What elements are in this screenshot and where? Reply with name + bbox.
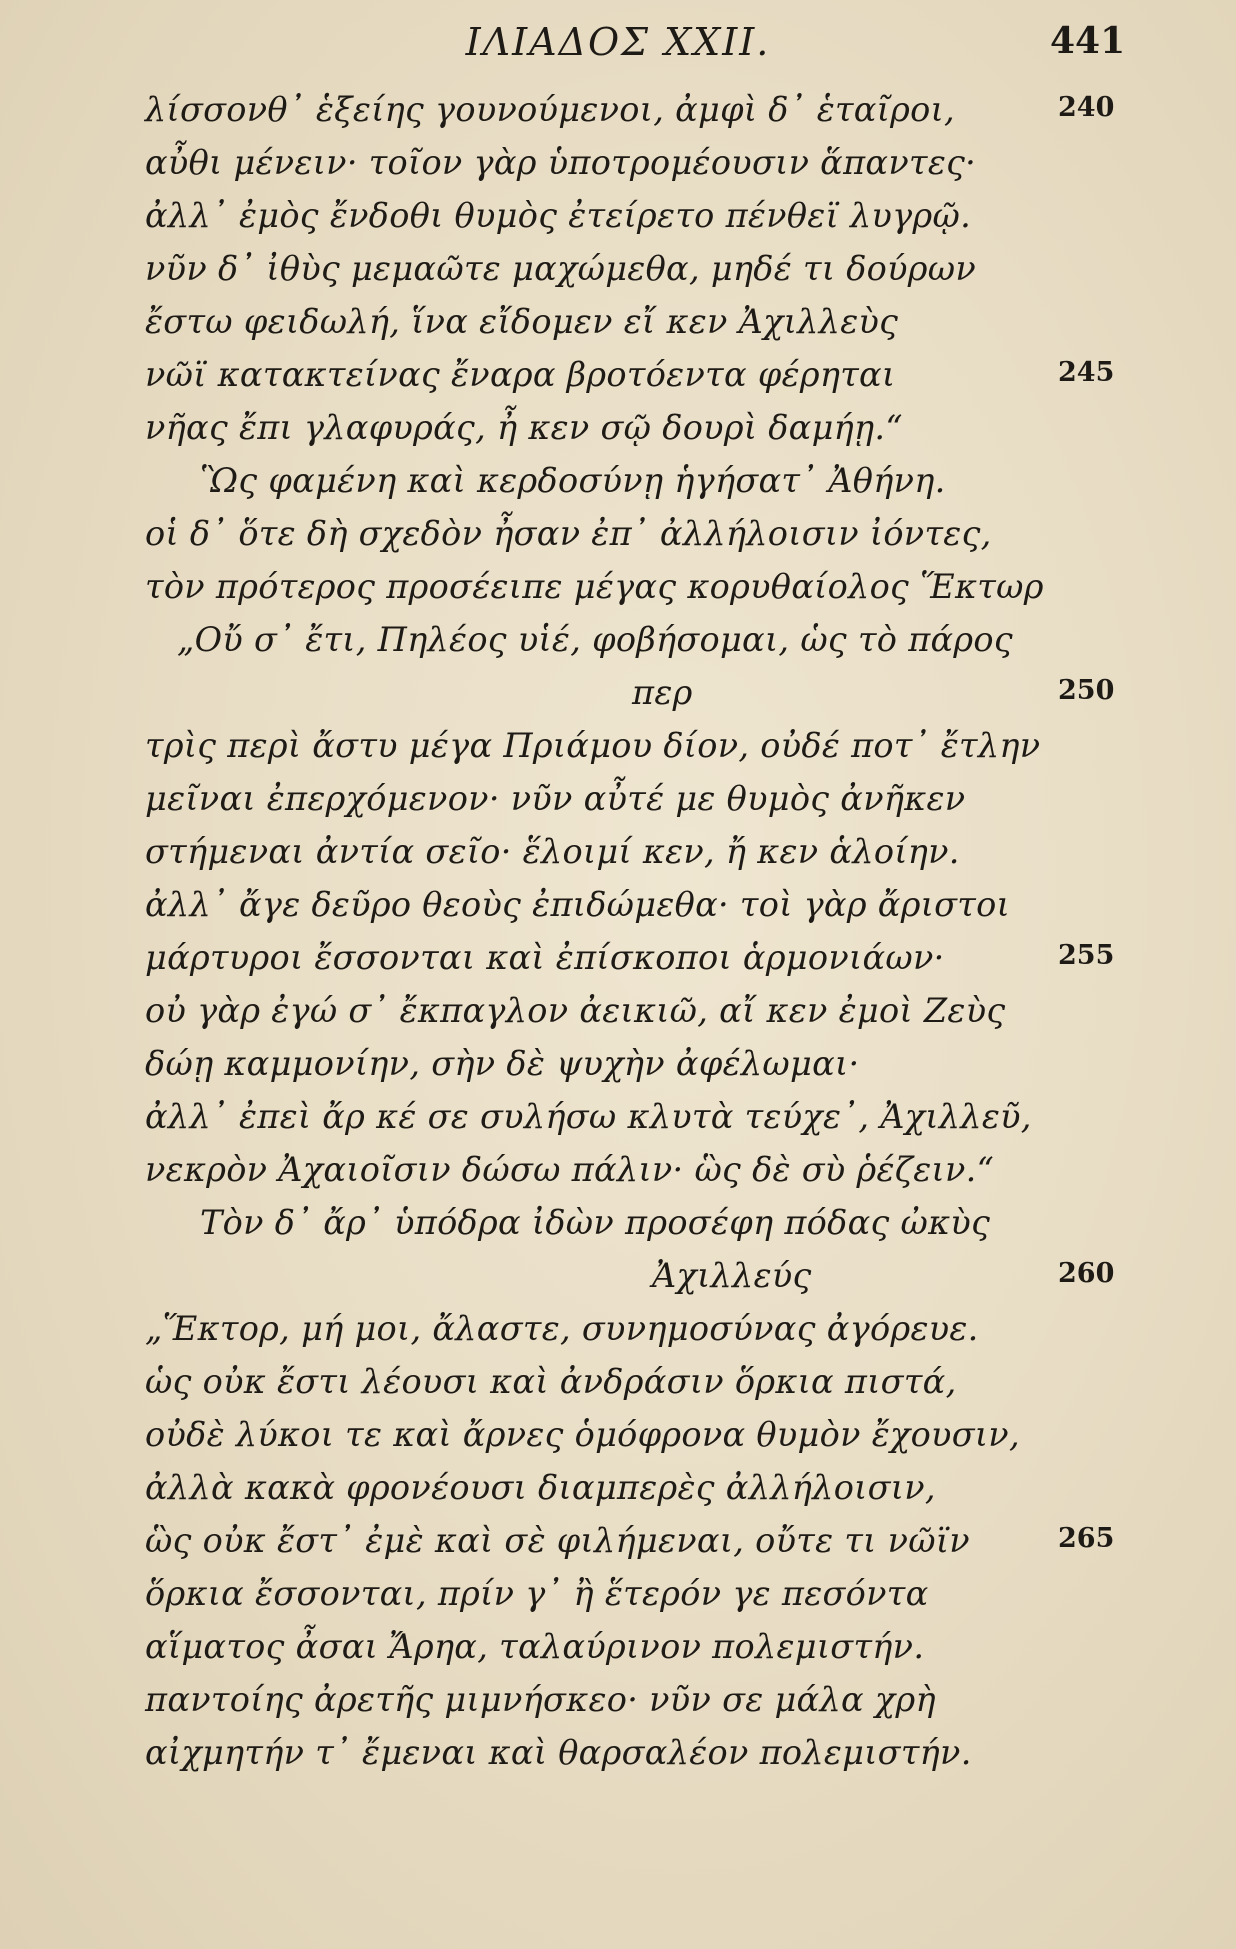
verse-line xyxy=(0,1409,1236,1465)
verse-line xyxy=(0,455,1236,511)
verse-text: νῆας ἔπι γλαφυράς, ἦ κεν σῷ δουρὶ δαμήῃ.“ xyxy=(145,408,903,447)
line-number: 240 xyxy=(1058,92,1115,123)
verse-text: ὡς οὐκ ἔστι λέουσι καὶ ἀνδράσιν ὅρκια πιστά, xyxy=(145,1362,957,1401)
verse-text: παντοίης ἀρετῆς μιμνήσκεο· νῦν σε μάλα χρὴ xyxy=(145,1680,936,1719)
verse-line xyxy=(0,296,1236,352)
verse-text: „Οὔ σ᾽ ἔτι, Πηλέος υἱέ, φοβήσομαι, ὡς τὸ πάρος xyxy=(177,620,1013,659)
verse-line xyxy=(0,1462,1236,1518)
verse-line xyxy=(0,1568,1236,1624)
verse-line xyxy=(0,826,1236,882)
verse-line xyxy=(0,773,1236,829)
verse-line xyxy=(0,1250,1236,1306)
verse-line xyxy=(0,1038,1236,1094)
verse-text: αἵματος ἆσαι Ἄρηα, ταλαύρινον πολεμιστήν. xyxy=(145,1627,925,1666)
verse-text: νῶϊ κατακτείνας ἔναρα βροτόεντα φέρηται xyxy=(145,355,896,394)
verse-text: νεκρὸν Ἀχαιοῖσιν δώσω πάλιν· ὣς δὲ σὺ ῥέζειν.“ xyxy=(145,1150,995,1189)
verse-text: μάρτυροι ἔσσονται καὶ ἐπίσκοποι ἁρμονιάων· xyxy=(145,938,945,977)
verse-line xyxy=(0,190,1236,246)
verse-line xyxy=(0,1197,1236,1253)
verse-text: ἀλλ᾽ ἄγε δεῦρο θεοὺς ἐπιδώμεθα· τοὶ γὰρ ἄριστοι xyxy=(145,885,1011,924)
verse-text: τὸν πρότερος προσέειπε μέγας κορυθαίολος Ἕκτωρ xyxy=(145,567,1044,606)
line-number: 260 xyxy=(1058,1258,1115,1289)
verse-line xyxy=(0,1144,1236,1200)
verse-text: στήμεναι ἀντία σεῖο· ἕλοιμί κεν, ἤ κεν ἁλοίην. xyxy=(145,832,960,871)
verse-line xyxy=(0,720,1236,776)
verse-line xyxy=(0,1621,1236,1677)
verse-text: αἰχμητήν τ᾽ ἔμεναι καὶ θαρσαλέον πολεμιστήν. xyxy=(145,1733,972,1772)
page-number: 441 xyxy=(1050,20,1126,62)
verse-text: δώῃ καμμονίην, σὴν δὲ ψυχὴν ἀφέλωμαι· xyxy=(145,1044,860,1083)
running-title: ΙΛΙΑΔΟΣ XXII. xyxy=(465,20,771,64)
verse-text: οὐ γὰρ ἐγώ σ᾽ ἔκπαγλον ἀεικιῶ, αἴ κεν ἐμοὶ Ζεὺς xyxy=(145,991,1006,1030)
verse-text: ὅρκια ἔσσονται, πρίν γ᾽ ἢ ἕτερόν γε πεσόντα xyxy=(145,1574,929,1613)
verse-line xyxy=(0,1727,1236,1783)
line-number: 265 xyxy=(1058,1523,1115,1554)
verse-text: λίσσονθ᾽ ἑξείης γουνούμενοι, ἀμφὶ δ᾽ ἑταῖροι, xyxy=(145,90,956,129)
verse-line xyxy=(0,508,1236,564)
verse-line xyxy=(0,879,1236,935)
verse-line xyxy=(0,667,1236,723)
verse-line xyxy=(0,1674,1236,1730)
verse-text: Τὸν δ᾽ ἄρ᾽ ὑπόδρα ἰδὼν προσέφη πόδας ὠκὺς xyxy=(200,1203,991,1242)
verse-text: Ἀχιλλεύς xyxy=(652,1256,812,1295)
verse-text: ἀλλὰ κακὰ φρονέουσι διαμπερὲς ἀλλήλοισιν, xyxy=(145,1468,936,1507)
verse-text: οὐδὲ λύκοι τε καὶ ἄρνες ὁμόφρονα θυμὸν ἔχουσιν, xyxy=(145,1415,1020,1454)
verse-text: Ὣς φαμένη καὶ κερδοσύνῃ ἡγήσατ᾽ Ἀθήνη. xyxy=(200,461,946,500)
verse-text: οἱ δ᾽ ὅτε δὴ σχεδὸν ἦσαν ἐπ᾽ ἀλλήλοισιν ἰόντες, xyxy=(145,514,992,553)
verse-line xyxy=(0,1515,1236,1571)
verse-text: ὣς οὐκ ἔστ᾽ ἐμὲ καὶ σὲ φιλήμεναι, οὔτε τι νῶϊν xyxy=(145,1521,970,1560)
verse-line xyxy=(0,1303,1236,1359)
verse-line xyxy=(0,402,1236,458)
verse-text: „Ἕκτορ, μή μοι, ἄλαστε, συνημοσύνας ἀγόρευε. xyxy=(145,1309,979,1348)
verse-line xyxy=(0,137,1236,193)
verse-text: μεῖναι ἐπερχόμενον· νῦν αὖτέ με θυμὸς ἀνῆκεν xyxy=(145,779,966,818)
verse-line xyxy=(0,932,1236,988)
verse-text: αὖθι μένειν· τοῖον γὰρ ὑποτρομέουσιν ἅπαντες· xyxy=(145,143,977,182)
verse-line xyxy=(0,614,1236,670)
verse-line xyxy=(0,985,1236,1041)
verse-line xyxy=(0,561,1236,617)
line-number: 250 xyxy=(1058,675,1115,706)
verse-line xyxy=(0,84,1236,140)
line-number: 255 xyxy=(1058,940,1115,971)
verse-line xyxy=(0,1356,1236,1412)
verse-text: νῦν δ᾽ ἰθὺς μεμαῶτε μαχώμεθα, μηδέ τι δούρων xyxy=(145,249,977,288)
verse-line xyxy=(0,349,1236,405)
verse-text: ἀλλ᾽ ἐπεὶ ἄρ κέ σε συλήσω κλυτὰ τεύχε᾽, Ἀχιλλεῦ, xyxy=(145,1097,1032,1136)
verse-line xyxy=(0,1091,1236,1147)
verse-text: τρὶς περὶ ἄστυ μέγα Πριάμου δίον, οὐδέ ποτ᾽ ἔτλην xyxy=(145,726,1041,765)
line-number: 245 xyxy=(1058,357,1115,388)
verse-text: ἀλλ᾽ ἐμὸς ἔνδοθι θυμὸς ἐτείρετο πένθεϊ λυγρῷ. xyxy=(145,196,972,235)
verse-text: περ xyxy=(632,673,693,712)
verse-text: ἔστω φειδωλή, ἵνα εἴδομεν εἴ κεν Ἀχιλλεὺς xyxy=(145,302,899,341)
verse-line xyxy=(0,243,1236,299)
